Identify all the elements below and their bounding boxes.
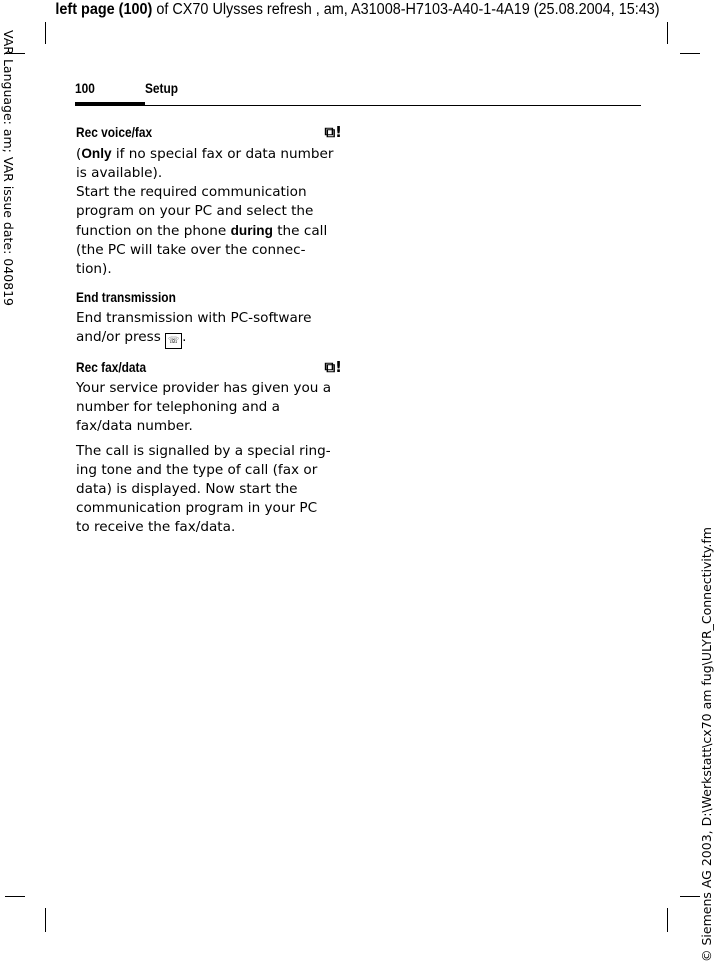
crop-mark <box>45 22 46 44</box>
print-header <box>25 0 690 20</box>
header-bold: left page (100) <box>55 1 153 18</box>
text: function on the phone <box>76 223 231 239</box>
text-line: communication program in your PC <box>76 500 318 516</box>
crop-mark <box>667 22 668 44</box>
network-service-icon: ⧉! <box>324 358 342 376</box>
crop-mark <box>667 908 668 932</box>
text-line: Your service provider has given you a <box>76 380 332 396</box>
text-bold: during <box>230 223 273 238</box>
text-line: tion). <box>76 261 112 277</box>
network-service-icon: ⧉! <box>324 123 342 141</box>
crop-mark <box>45 908 46 932</box>
page-number: 100 <box>75 80 95 96</box>
text-line: End transmission with PC-software <box>76 310 312 326</box>
section-title: Setup <box>145 80 179 96</box>
text: and/or press <box>76 329 166 345</box>
heading-rec-fax-data: Rec fax/data <box>76 359 147 375</box>
content <box>76 120 344 537</box>
heading-rec-voice-fax: Rec voice/fax <box>76 124 153 140</box>
text-line: data) is displayed. Now start the <box>76 481 298 497</box>
text-line: ing tone and the type of call (fax or <box>76 462 318 478</box>
text-line: is available). <box>76 165 163 181</box>
crop-mark <box>5 896 25 897</box>
heading-end-transmission: End transmission <box>76 289 176 305</box>
end-call-key-icon: ☏ <box>165 333 182 349</box>
text-line: program on your PC and select the <box>76 203 314 219</box>
text: the call <box>272 223 328 239</box>
text-line: number for telephoning and a <box>76 399 280 415</box>
crop-mark <box>680 896 700 897</box>
header-text: of CX70 Ulysses refresh , am, A31008-H7103-A40-1-4A19 (25.08.2004, 15:43) <box>152 1 660 18</box>
header-rule <box>75 105 641 106</box>
text: . <box>182 329 187 345</box>
text-line: (the PC will take over the connec- <box>76 242 306 258</box>
text-line: The call is signalled by a special ring- <box>76 443 331 459</box>
text-bold: Only <box>81 146 112 161</box>
crop-mark <box>680 53 700 54</box>
copyright-path: © Siemens AG 2003, D:\Werkstatt\cx70 am fug\ULYR_Connectivity.fm <box>699 527 714 962</box>
text-line: fax/data number. <box>76 418 193 434</box>
text-line: Start the required communication <box>76 184 307 200</box>
text-line: to receive the fax/data. <box>76 519 236 535</box>
text: ( <box>76 146 82 162</box>
variant-info: VAR Language: am; VAR issue date: 040819 <box>1 30 16 306</box>
text: if no special fax or data number <box>111 146 334 162</box>
